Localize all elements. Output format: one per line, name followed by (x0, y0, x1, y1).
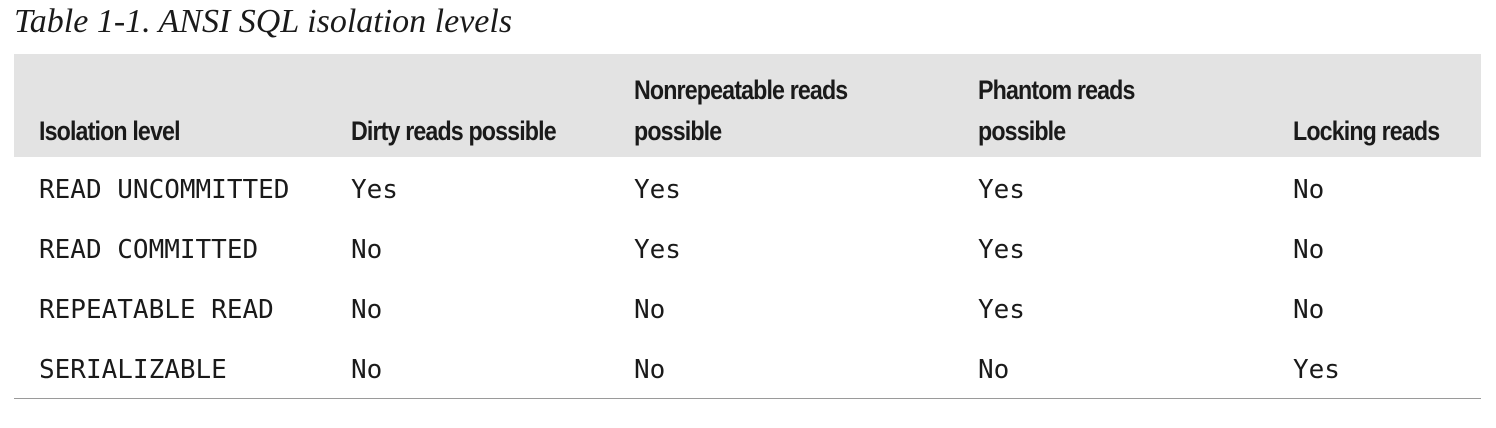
cell-nonrepeatable-reads: No (634, 355, 666, 385)
table-caption: Table 1-1. ANSI SQL isolation levels (14, 3, 513, 40)
cell-locking-reads: No (1293, 175, 1325, 205)
table-body (14, 157, 1481, 397)
cell-isolation-level: READ UNCOMMITTED (39, 175, 290, 205)
cell-locking-reads: No (1293, 295, 1325, 325)
cell-phantom-reads: Yes (978, 175, 1025, 205)
cell-dirty-reads: No (351, 355, 383, 385)
cell-dirty-reads: Yes (351, 175, 398, 205)
cell-phantom-reads: Yes (978, 235, 1025, 265)
table-row (14, 157, 1481, 217)
table-row (14, 277, 1481, 337)
cell-nonrepeatable-reads: No (634, 295, 666, 325)
isolation-levels-table (14, 54, 1481, 397)
cell-dirty-reads: No (351, 235, 383, 265)
table-header (14, 54, 1481, 157)
cell-isolation-level: SERIALIZABLE (39, 355, 227, 385)
cell-isolation-level: READ COMMITTED (39, 235, 259, 265)
cell-locking-reads: Yes (1293, 355, 1340, 385)
cell-phantom-reads: No (978, 355, 1010, 385)
header-locking-reads: Locking reads (1293, 116, 1440, 146)
cell-dirty-reads: No (351, 295, 383, 325)
table-row (14, 337, 1481, 397)
table-bottom-rule (14, 398, 1481, 399)
header-nonrepeatable-reads: Nonrepeatable reads possible (634, 75, 848, 146)
cell-locking-reads: No (1293, 235, 1325, 265)
header-dirty-reads: Dirty reads possible (351, 116, 556, 146)
cell-phantom-reads: Yes (978, 295, 1025, 325)
table-row (14, 217, 1481, 277)
cell-nonrepeatable-reads: Yes (634, 175, 681, 205)
header-phantom-reads: Phantom reads possible (978, 75, 1135, 146)
cell-isolation-level: REPEATABLE READ (39, 295, 274, 325)
cell-nonrepeatable-reads: Yes (634, 235, 681, 265)
header-isolation-level: Isolation level (39, 116, 180, 146)
